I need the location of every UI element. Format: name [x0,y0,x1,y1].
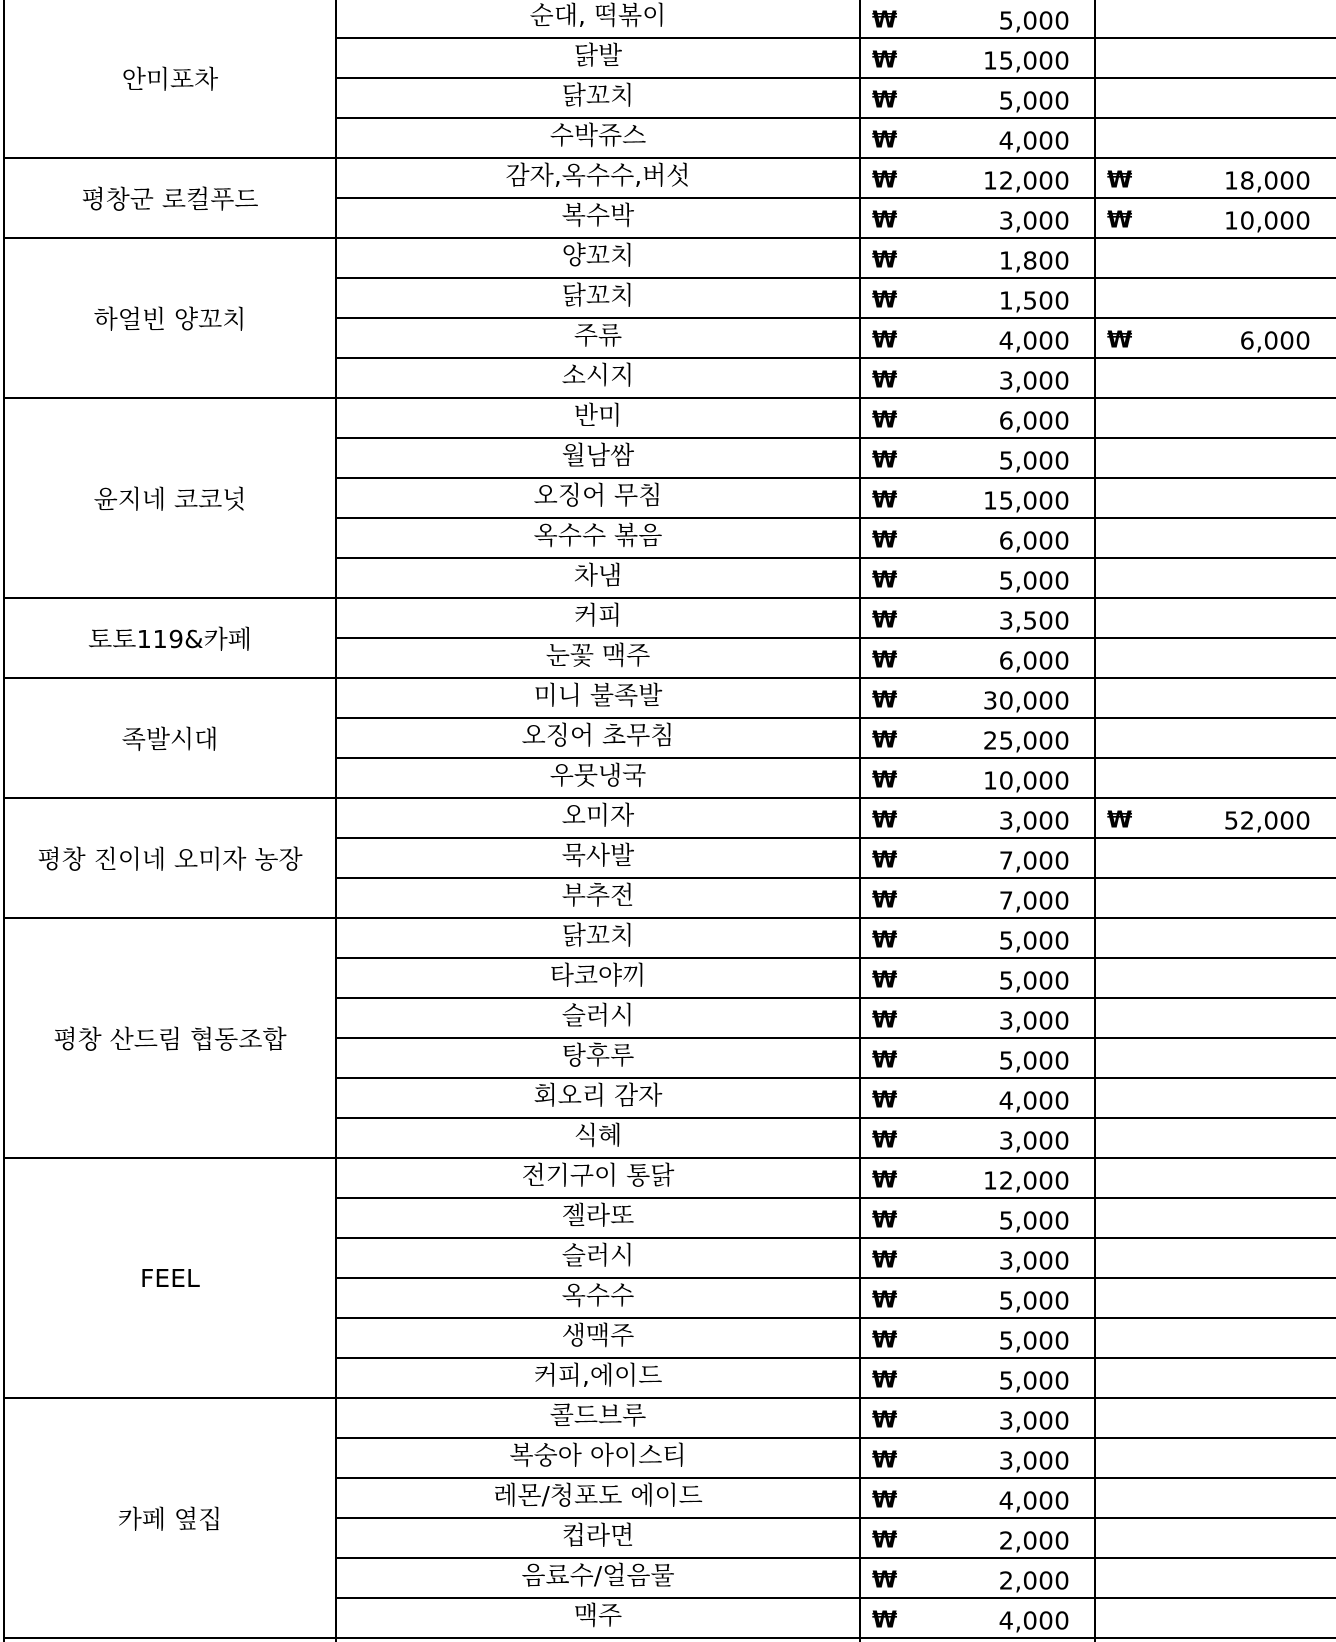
won-sign: ₩ [872,1007,898,1034]
menu-item: 컵라면 [561,1521,635,1550]
price-cell [860,758,1095,798]
won-sign: ₩ [872,567,898,594]
price-amount: 3,000 [998,206,1070,236]
price-cell [860,998,1095,1038]
menu-item: 닭꼬치 [561,281,635,310]
won-sign: ₩ [872,1207,898,1234]
won-sign: ₩ [872,1607,898,1634]
price-amount: 1,800 [998,246,1070,276]
won-sign: ₩ [872,1487,898,1514]
menu-item: 부추전 [561,881,635,910]
vendor-name: 평창군 로컬푸드 [81,185,259,214]
menu-item: 순대, 떡볶이 [529,1,667,30]
price-cell [860,878,1095,918]
vendor-name: 족발시대 [121,725,219,754]
price-amount: 4,000 [998,1486,1070,1516]
vendor-name: 카페 옆집 [117,1505,223,1534]
price-amount: 10,000 [1223,206,1311,236]
price-cell [860,598,1095,638]
won-sign: ₩ [872,487,898,514]
price-cell [860,0,1095,38]
price-amount: 4,000 [998,326,1070,356]
price-cell [860,558,1095,598]
price-amount: 6,000 [998,526,1070,556]
menu-item: 닭발 [573,41,623,70]
price-amount: 15,000 [982,46,1070,76]
menu-item: 오징어 초무침 [521,721,675,750]
price-cell [860,38,1095,78]
won-sign: ₩ [872,47,898,74]
won-sign: ₩ [872,1567,898,1594]
won-sign: ₩ [872,7,898,34]
price-amount: 6,000 [998,406,1070,436]
price-amount: 52,000 [1223,806,1311,836]
won-sign: ₩ [872,1407,898,1434]
price-amount: 5,000 [998,1206,1070,1236]
price-cell [1095,318,1336,358]
price-cell [860,1078,1095,1118]
price-amount: 18,000 [1223,166,1311,196]
price-cell [860,158,1095,198]
menu-item: 묵사발 [561,841,635,870]
menu-item: 감자,옥수수,버섯 [505,161,691,190]
menu-item: 닭꼬치 [561,81,635,110]
won-sign: ₩ [872,167,898,194]
price-cell [860,1558,1095,1598]
vendor-name: 토토119&카페 [88,625,252,654]
won-sign: ₩ [872,327,898,354]
won-sign: ₩ [872,927,898,954]
won-sign: ₩ [872,607,898,634]
menu-item: 복수박 [561,201,635,230]
price-amount: 2,000 [998,1526,1070,1556]
won-sign: ₩ [872,1447,898,1474]
won-sign: ₩ [872,1527,898,1554]
price-amount: 3,000 [998,1246,1070,1276]
price-cell [860,118,1095,158]
menu-item: 생맥주 [561,1321,635,1350]
price-amount: 7,000 [998,846,1070,876]
price-cell [860,1278,1095,1318]
price-amount: 10,000 [982,766,1070,796]
won-sign: ₩ [872,647,898,674]
won-sign: ₩ [872,207,898,234]
menu-item: 양꼬치 [561,241,635,270]
won-sign: ₩ [872,87,898,114]
price-cell [860,1398,1095,1438]
won-sign: ₩ [1107,807,1133,834]
price-amount: 4,000 [998,1606,1070,1636]
won-sign: ₩ [872,127,898,154]
won-sign: ₩ [872,367,898,394]
vendor-name: 하얼빈 양꼬치 [93,305,247,334]
won-sign: ₩ [1107,207,1133,234]
won-sign: ₩ [1107,327,1133,354]
vendor-name: 평창 산드림 협동조합 [53,1025,287,1054]
menu-item: 주류 [573,321,623,350]
won-sign: ₩ [872,687,898,714]
won-sign: ₩ [872,1247,898,1274]
price-cell [860,398,1095,438]
won-sign: ₩ [872,1327,898,1354]
menu-item: 차냄 [573,561,623,590]
price-amount: 5,000 [998,966,1070,996]
price-cell [860,1598,1095,1638]
column-divider [1094,0,1096,1642]
price-amount: 6,000 [998,646,1070,676]
price-cell [860,278,1095,318]
menu-item: 소시지 [561,361,635,390]
menu-item: 수박쥬스 [549,121,647,150]
price-cell [860,1518,1095,1558]
price-amount: 5,000 [998,446,1070,476]
price-amount: 3,000 [998,1006,1070,1036]
won-sign: ₩ [872,847,898,874]
price-cell [860,958,1095,998]
menu-item: 우뭇냉국 [549,761,647,790]
menu-item: 커피,에이드 [533,1361,663,1390]
menu-item: 콜드브루 [549,1401,647,1430]
price-amount: 3,500 [998,606,1070,636]
column-divider [335,0,337,1642]
price-cell [860,1358,1095,1398]
menu-item: 음료수/얼음물 [521,1561,675,1590]
price-cell [860,798,1095,838]
menu-item: 반미 [573,401,623,430]
menu-item: 젤라또 [561,1201,635,1230]
price-cell [860,518,1095,558]
price-amount: 5,000 [998,926,1070,956]
menu-item: 월남쌈 [561,441,635,470]
price-amount: 15,000 [982,486,1070,516]
price-amount: 25,000 [982,726,1070,756]
group-divider [4,1637,1336,1639]
price-cell [1095,798,1336,838]
price-amount: 4,000 [998,126,1070,156]
menu-item: 탕후루 [561,1041,635,1070]
price-amount: 5,000 [998,1286,1070,1316]
price-amount: 4,000 [998,1086,1070,1116]
price-amount: 3,000 [998,806,1070,836]
won-sign: ₩ [872,1367,898,1394]
price-cell [860,1438,1095,1478]
price-cell [860,1158,1095,1198]
price-amount: 30,000 [982,686,1070,716]
won-sign: ₩ [1107,167,1133,194]
won-sign: ₩ [872,1167,898,1194]
price-cell [860,358,1095,398]
price-cell [860,78,1095,118]
won-sign: ₩ [872,247,898,274]
menu-item: 회오리 감자 [533,1081,663,1110]
price-cell [860,678,1095,718]
menu-item: 식혜 [573,1121,623,1150]
price-amount: 12,000 [982,166,1070,196]
won-sign: ₩ [872,447,898,474]
column-divider [859,0,861,1642]
won-sign: ₩ [872,1087,898,1114]
vendor-name: FEEL [140,1263,200,1293]
price-cell [860,238,1095,278]
menu-item: 맥주 [573,1601,623,1630]
menu-item: 오징어 무침 [533,481,663,510]
price-cell [1095,158,1336,198]
menu-item: 복숭아 아이스티 [509,1441,687,1470]
menu-item: 미니 불족발 [533,681,663,710]
price-amount: 1,500 [998,286,1070,316]
menu-item: 오미자 [561,801,635,830]
price-cell [1095,198,1336,238]
price-amount: 5,000 [998,1326,1070,1356]
menu-item: 눈꽃 맥주 [545,641,651,670]
menu-item: 닭꼬치 [561,921,635,950]
menu-item: 옥수수 [561,1281,635,1310]
vendor-name: 윤지네 코코넛 [93,485,247,514]
price-amount: 3,000 [998,366,1070,396]
price-cell [860,318,1095,358]
won-sign: ₩ [872,407,898,434]
price-cell [860,1238,1095,1278]
won-sign: ₩ [872,1047,898,1074]
menu-item: 옥수수 볶음 [533,521,663,550]
price-cell [860,1318,1095,1358]
price-amount: 5,000 [998,6,1070,36]
price-cell [860,478,1095,518]
price-cell [860,718,1095,758]
price-cell [860,1478,1095,1518]
column-divider [3,0,5,1642]
price-amount: 2,000 [998,1566,1070,1596]
menu-item: 레몬/청포도 에이드 [493,1481,703,1510]
price-amount: 3,000 [998,1126,1070,1156]
price-amount: 3,000 [998,1406,1070,1436]
menu-item: 타코야끼 [549,961,647,990]
price-amount: 5,000 [998,1366,1070,1396]
won-sign: ₩ [872,527,898,554]
menu-item: 슬러시 [561,1001,635,1030]
price-amount: 7,000 [998,886,1070,916]
vendor-name: 평창 진이네 오미자 농장 [37,845,303,874]
menu-item: 커피 [573,601,623,630]
price-cell [860,198,1095,238]
won-sign: ₩ [872,1287,898,1314]
price-cell [860,918,1095,958]
price-cell [860,1198,1095,1238]
won-sign: ₩ [872,967,898,994]
won-sign: ₩ [872,287,898,314]
won-sign: ₩ [872,1127,898,1154]
won-sign: ₩ [872,887,898,914]
menu-item: 전기구이 통닭 [521,1161,675,1190]
price-cell [860,1118,1095,1158]
price-amount: 5,000 [998,86,1070,116]
price-cell [860,638,1095,678]
price-amount: 12,000 [982,1166,1070,1196]
price-amount: 3,000 [998,1446,1070,1476]
won-sign: ₩ [872,807,898,834]
price-amount: 6,000 [1239,326,1311,356]
price-cell [860,838,1095,878]
price-cell [860,1038,1095,1078]
won-sign: ₩ [872,767,898,794]
won-sign: ₩ [872,727,898,754]
menu-item: 슬러시 [561,1241,635,1270]
price-cell [860,438,1095,478]
price-amount: 5,000 [998,566,1070,596]
price-amount: 5,000 [998,1046,1070,1076]
vendor-name: 안미포차 [121,65,219,94]
